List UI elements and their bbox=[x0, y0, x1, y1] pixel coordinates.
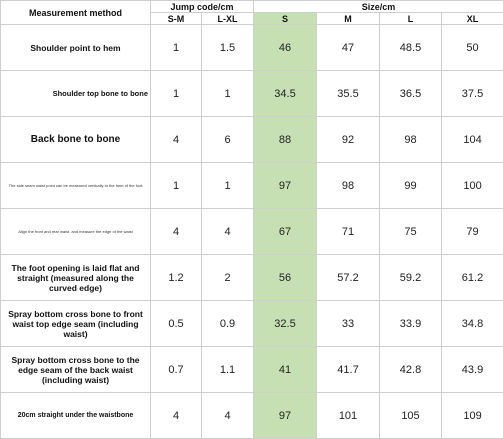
measurement-method: Shoulder point to hem bbox=[1, 25, 151, 71]
size-xl: 61.2 bbox=[442, 255, 503, 301]
size-m: 71 bbox=[317, 209, 380, 255]
size-s: 32.5 bbox=[254, 301, 317, 347]
size-s: 56 bbox=[254, 255, 317, 301]
jump-lxl: 1.1 bbox=[202, 347, 254, 393]
jump-lxl: 2 bbox=[202, 255, 254, 301]
size-s: 97 bbox=[254, 163, 317, 209]
measurement-method-header: Measurement method bbox=[1, 1, 151, 25]
size-header: Size/cm bbox=[254, 1, 503, 13]
size-col-s: S bbox=[254, 13, 317, 25]
jump-lxl: 6 bbox=[202, 117, 254, 163]
jump-code-header: Jump code/cm bbox=[151, 1, 254, 13]
size-s: 97 bbox=[254, 393, 317, 439]
size-s: 41 bbox=[254, 347, 317, 393]
size-m: 47 bbox=[317, 25, 380, 71]
table-row bbox=[1, 117, 503, 163]
jump-sm: 4 bbox=[151, 117, 202, 163]
measurement-method: Align the front and rear waist, and measure the edge of the waist bbox=[1, 209, 151, 255]
table-row bbox=[1, 163, 503, 209]
jump-lxl: 1 bbox=[202, 71, 254, 117]
jump-sm: 0.5 bbox=[151, 301, 202, 347]
jump-col-sm: S-M bbox=[151, 13, 202, 25]
size-l: 59.2 bbox=[380, 255, 442, 301]
size-l: 36.5 bbox=[380, 71, 442, 117]
size-m: 98 bbox=[317, 163, 380, 209]
header-row-top bbox=[1, 1, 503, 13]
size-l: 98 bbox=[380, 117, 442, 163]
size-l: 99 bbox=[380, 163, 442, 209]
table-row bbox=[1, 209, 503, 255]
jump-sm: 4 bbox=[151, 209, 202, 255]
size-l: 33.9 bbox=[380, 301, 442, 347]
table-row bbox=[1, 255, 503, 301]
table-row bbox=[1, 71, 503, 117]
size-m: 101 bbox=[317, 393, 380, 439]
size-col-m: M bbox=[317, 13, 380, 25]
size-s: 34.5 bbox=[254, 71, 317, 117]
size-xl: 37.5 bbox=[442, 71, 503, 117]
table-row bbox=[1, 347, 503, 393]
measurement-method: The foot opening is laid flat and straight (measured along the curved edge) bbox=[1, 255, 151, 301]
measurement-method: Spray bottom cross bone to the edge seam of the back waist (including waist) bbox=[1, 347, 151, 393]
jump-sm: 1 bbox=[151, 25, 202, 71]
size-l: 42.8 bbox=[380, 347, 442, 393]
size-s: 46 bbox=[254, 25, 317, 71]
size-xl: 109 bbox=[442, 393, 503, 439]
jump-lxl: 1.5 bbox=[202, 25, 254, 71]
measurement-method: Spray bottom cross bone to front waist top edge seam (including waist) bbox=[1, 301, 151, 347]
size-col-l: L bbox=[380, 13, 442, 25]
jump-lxl: 1 bbox=[202, 163, 254, 209]
table-row bbox=[1, 301, 503, 347]
size-s: 67 bbox=[254, 209, 317, 255]
measurement-method: The side seam waist point can be measured vertically to the hem of the foot bbox=[1, 163, 151, 209]
jump-sm: 0.7 bbox=[151, 347, 202, 393]
size-m: 35.5 bbox=[317, 71, 380, 117]
measurement-method: 20cm straight under the waistbone bbox=[1, 393, 151, 439]
size-l: 48.5 bbox=[380, 25, 442, 71]
size-m: 41.7 bbox=[317, 347, 380, 393]
size-xl: 100 bbox=[442, 163, 503, 209]
jump-lxl: 4 bbox=[202, 393, 254, 439]
jump-col-lxl: L-XL bbox=[202, 13, 254, 25]
table-row bbox=[1, 25, 503, 71]
table-row bbox=[1, 393, 503, 439]
jump-sm: 1.2 bbox=[151, 255, 202, 301]
jump-sm: 1 bbox=[151, 71, 202, 117]
size-xl: 43.9 bbox=[442, 347, 503, 393]
jump-sm: 1 bbox=[151, 163, 202, 209]
size-s: 88 bbox=[254, 117, 317, 163]
measurement-method: Back bone to bone bbox=[1, 117, 151, 163]
size-l: 75 bbox=[380, 209, 442, 255]
jump-sm: 4 bbox=[151, 393, 202, 439]
measurement-method: Shoulder top bone to bone bbox=[1, 71, 151, 117]
size-xl: 34.8 bbox=[442, 301, 503, 347]
size-l: 105 bbox=[380, 393, 442, 439]
size-m: 33 bbox=[317, 301, 380, 347]
size-xl: 79 bbox=[442, 209, 503, 255]
size-m: 92 bbox=[317, 117, 380, 163]
jump-lxl: 0.9 bbox=[202, 301, 254, 347]
size-m: 57.2 bbox=[317, 255, 380, 301]
jump-lxl: 4 bbox=[202, 209, 254, 255]
size-xl: 50 bbox=[442, 25, 503, 71]
size-col-xl: XL bbox=[442, 13, 503, 25]
size-xl: 104 bbox=[442, 117, 503, 163]
